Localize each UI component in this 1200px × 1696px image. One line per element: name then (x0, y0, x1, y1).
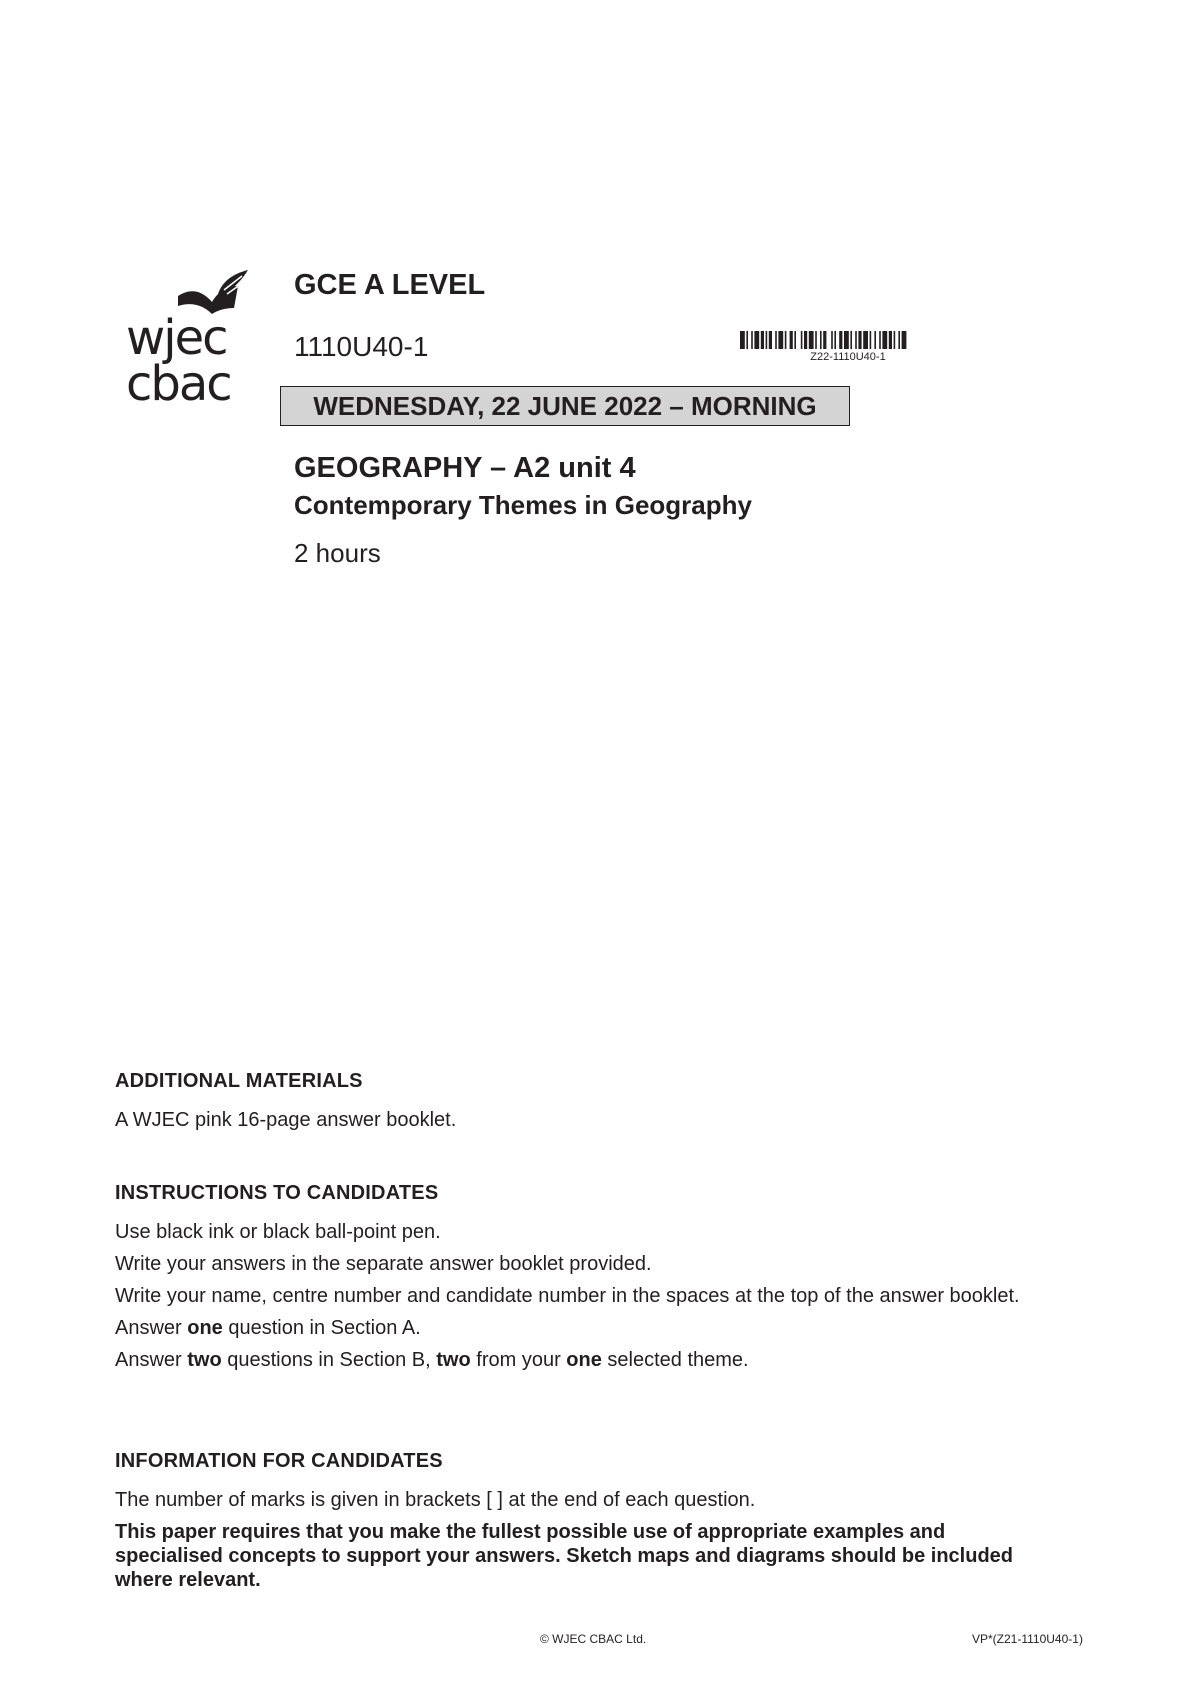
copyright-footer: © WJEC CBAC Ltd. (540, 1632, 647, 1646)
text-fragment: selected theme. (601, 1349, 749, 1371)
text-fragment: from your (470, 1349, 567, 1371)
instruction-line: Write your answers in the separate answer booklet provided. (115, 1253, 652, 1275)
barcode (740, 331, 956, 349)
paper-reference-footer: VP*(Z21-1110U40-1) (972, 1632, 1083, 1646)
information-section (115, 1448, 1055, 1592)
instructions-heading: INSTRUCTIONS TO CANDIDATES (115, 1182, 439, 1204)
information-heading: INFORMATION FOR CANDIDATES (115, 1450, 443, 1472)
logo-text-cbac: cbac (126, 356, 231, 412)
text-fragment: question in Section A. (222, 1317, 421, 1339)
text-fragment: Answer (115, 1317, 188, 1339)
subject-title: GEOGRAPHY – A2 unit 4 (294, 452, 636, 484)
instructions-section (115, 1180, 1055, 1372)
exam-duration: 2 hours (294, 538, 381, 568)
instruction-line: Write your name, centre number and candidate number in the spaces at the top of the answer booklet. (115, 1285, 1020, 1307)
instruction-line-section-a (115, 1316, 1055, 1340)
emphasis: one (187, 1317, 223, 1339)
information-emphasis-paragraph: This paper requires that you make the fullest possible use of appropriate examples and specialised concepts to support your answers. Sketch maps and diagrams should be included where relevant. (115, 1521, 1014, 1591)
wjec-cbac-logo (126, 268, 256, 412)
logo-text-wjec: wjec (126, 310, 227, 366)
paper-code: 1110U40-1 (294, 331, 429, 362)
unit-title: Contemporary Themes in Geography (294, 490, 752, 520)
instruction-line-section-b (115, 1348, 1055, 1372)
instruction-line: Use black ink or black ball-point pen. (115, 1221, 441, 1243)
barcode-text: Z22-1110U40-1 (810, 351, 886, 363)
additional-materials-text: A WJEC pink 16-page answer booklet. (115, 1109, 457, 1131)
emphasis: two (436, 1349, 471, 1371)
exam-date-banner: WEDNESDAY, 22 JUNE 2022 – MORNING (280, 386, 850, 426)
information-line: The number of marks is given in brackets [ ] at the end of each question. (115, 1489, 756, 1511)
additional-materials-heading: ADDITIONAL MATERIALS (115, 1070, 363, 1092)
emphasis: one (566, 1349, 602, 1371)
additional-materials-section (115, 1068, 1055, 1132)
qualification-level: GCE A LEVEL (294, 269, 486, 301)
emphasis: two (187, 1349, 222, 1371)
text-fragment: questions in Section B, (221, 1349, 437, 1371)
text-fragment: Answer (115, 1349, 188, 1371)
